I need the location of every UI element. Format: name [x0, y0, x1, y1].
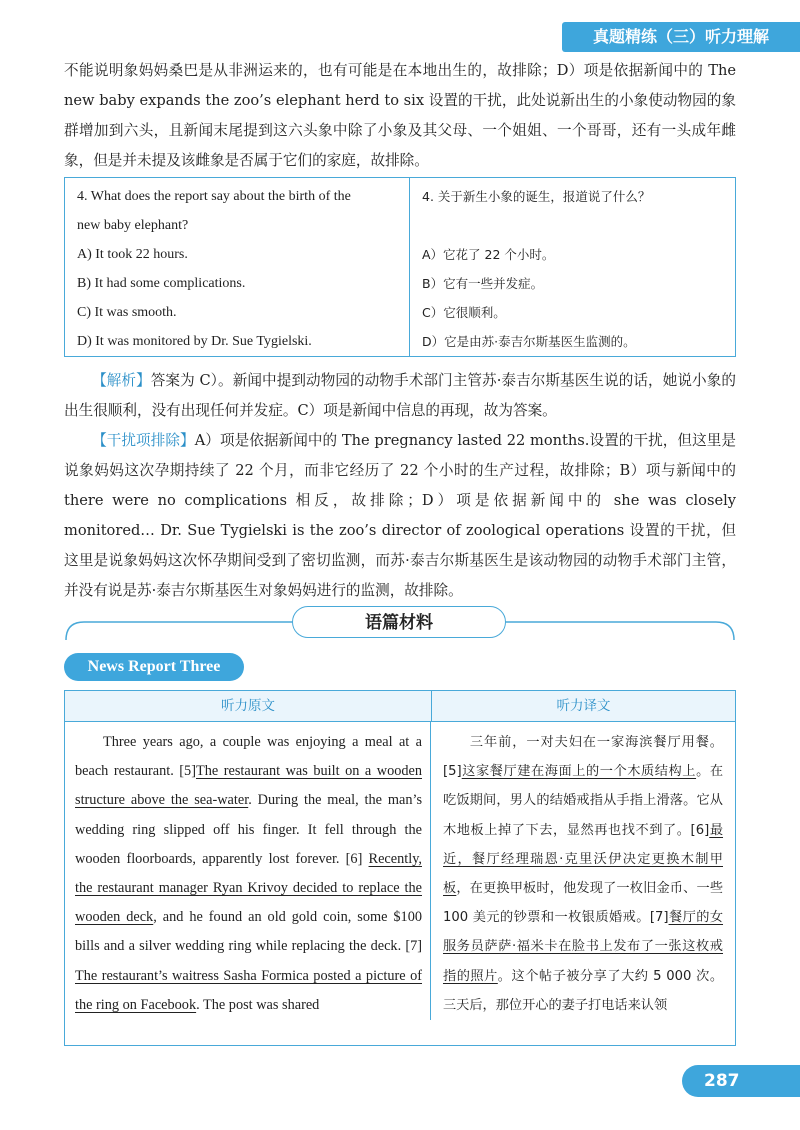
question-text-line1: 4. What does the report say about the birth of the: [77, 189, 351, 204]
question-chinese: [410, 178, 735, 356]
transcript-en-text: . During the meal, the man’s wedding ring slipped off his finger. It fell through the wooden floorboards, apparently lost forever. [6]: [75, 792, 423, 867]
transcript-zh-underlined-5: 这家餐厅建在海面上的一个木质结构上: [461, 764, 697, 780]
transcript-en-text: . The post was shared: [196, 996, 320, 1013]
transcript-en-text: Three years ago, a couple was enjoying a meal at a beach restaurant. [5]: [75, 734, 422, 780]
option-a-zh: A）它花了 22 个小时。: [422, 247, 555, 262]
transcript-en-underlined-6: Recently, the restaurant manager Ryan Krivoy decided to replace the wooden deck: [75, 850, 422, 926]
option-c-zh: C）它很顺利。: [422, 305, 506, 320]
news-report-label: News Report Three: [64, 653, 244, 681]
question-text-zh: 4. 关于新生小象的诞生，报道说了什么？: [422, 189, 651, 204]
question-text-line2: new baby elephant?: [77, 218, 189, 233]
explanation-paragraph: 不能说明象妈妈桑巴是从非洲运来的，也有可能是在本地出生的，故排除；D）项是依据新闻中的 The new baby expands the zoo’s elephant herd to six 设置的干扰，此处说新出生的小象使动物园的象群增加到六头，且新闻末尾提到这六头象中除了小象及其父母、一个姐姐、一个哥哥，还有一头成年雌象，但是并未提及该雌象是否属于它们的家庭，故排除。: [64, 62, 736, 169]
option-d-zh: D）它是由苏·泰吉尔斯基医生监测的。: [422, 334, 636, 349]
transcript-en-text: , and he found an old gold coin, some $100 bills and a silver wedding ring while replacing the deck. [7]: [75, 909, 422, 955]
section-title: 语篇材料: [292, 606, 506, 638]
transcript-zh-text: 。在吃饭期间，男人的结婚戒指从手指上滑落。它从木地板上掉了下去，显然再也找不到了。[6]: [443, 764, 724, 838]
transcript-header-en: 听力原文: [65, 691, 432, 721]
analysis-paragraph: [64, 366, 736, 426]
distractor-tag: 【干扰项排除】: [92, 432, 195, 449]
question-english: [65, 178, 410, 356]
header-section-title: 真题精练（三）听力理解: [562, 22, 800, 52]
transcript-zh-text: ，在更换甲板时，他发现了一枚旧金币、一些 100 美元的钞票和一枚银质婚戒。[7]: [443, 881, 724, 926]
analysis-text: 答案为 C）。新闻中提到动物园的动物手术部门主管苏·泰吉尔斯基医生说的话，她说小象的出生很顺利，没有出现任何并发症。C）项是新闻中信息的再现，故为答案。: [64, 372, 736, 419]
option-b-zh: B）它有一些并发症。: [422, 276, 544, 291]
transcript-table: [64, 690, 736, 1046]
transcript-header: [65, 691, 735, 722]
transcript-zh-text: 三年前，一对夫妇在一家海滨餐厅用餐。[5]: [443, 735, 723, 780]
transcript-zh-underlined-6: 最近，餐厅经理瑞恩·克里沃伊决定更换木制甲板: [443, 822, 724, 897]
transcript-zh-text: 。这个帖子被分享了大约 5 000 次。三天后，那位开心的妻子打电话来认领: [443, 968, 724, 1013]
page-number: 287: [682, 1065, 800, 1097]
transcript-en-underlined-5: The restaurant was built on a wooden structure above the sea-water: [75, 763, 423, 809]
distractor-text: A）项是依据新闻中的 The pregnancy lasted 22 months.设置的干扰，但这里是说象妈妈这次孕期持续了 22 个月，而非它经历了 22 个小时的生产过程，故排除；B）项与新闻中的 there were no complications 相反，故排除；D）项是依据新闻中的 she was closely monitored… Dr. Sue Tygielski is the zoo’s director of zoological operations 设置的干扰，但这里是说象妈妈这次怀孕期间受到了密切监测，而苏·泰吉尔斯基医生是该动物园的动物手术部门主管，并没有说是苏·泰吉尔斯基医生对象妈妈进行的监测，故排除。: [64, 432, 736, 599]
transcript-zh-underlined-7: 餐厅的女服务员萨萨·福米卡在脸书上发布了一张这枚戒指的照片: [443, 910, 724, 984]
transcript-en-underlined-7: The restaurant’s waitress Sasha Formica posted a picture of the ring on Facebook: [75, 967, 422, 1013]
option-b: B) It had some complications.: [77, 276, 246, 291]
option-a: A) It took 22 hours.: [77, 247, 188, 262]
distractor-paragraph: [64, 426, 736, 606]
analysis-tag: 【解析】: [92, 372, 151, 389]
option-c: C) It was smooth.: [77, 305, 177, 320]
transcript-english: [65, 722, 431, 1020]
transcript-chinese: [431, 722, 735, 1020]
question-table: [64, 177, 736, 357]
transcript-header-zh: 听力译文: [556, 698, 611, 714]
option-d: D) It was monitored by Dr. Sue Tygielski.: [77, 334, 312, 349]
